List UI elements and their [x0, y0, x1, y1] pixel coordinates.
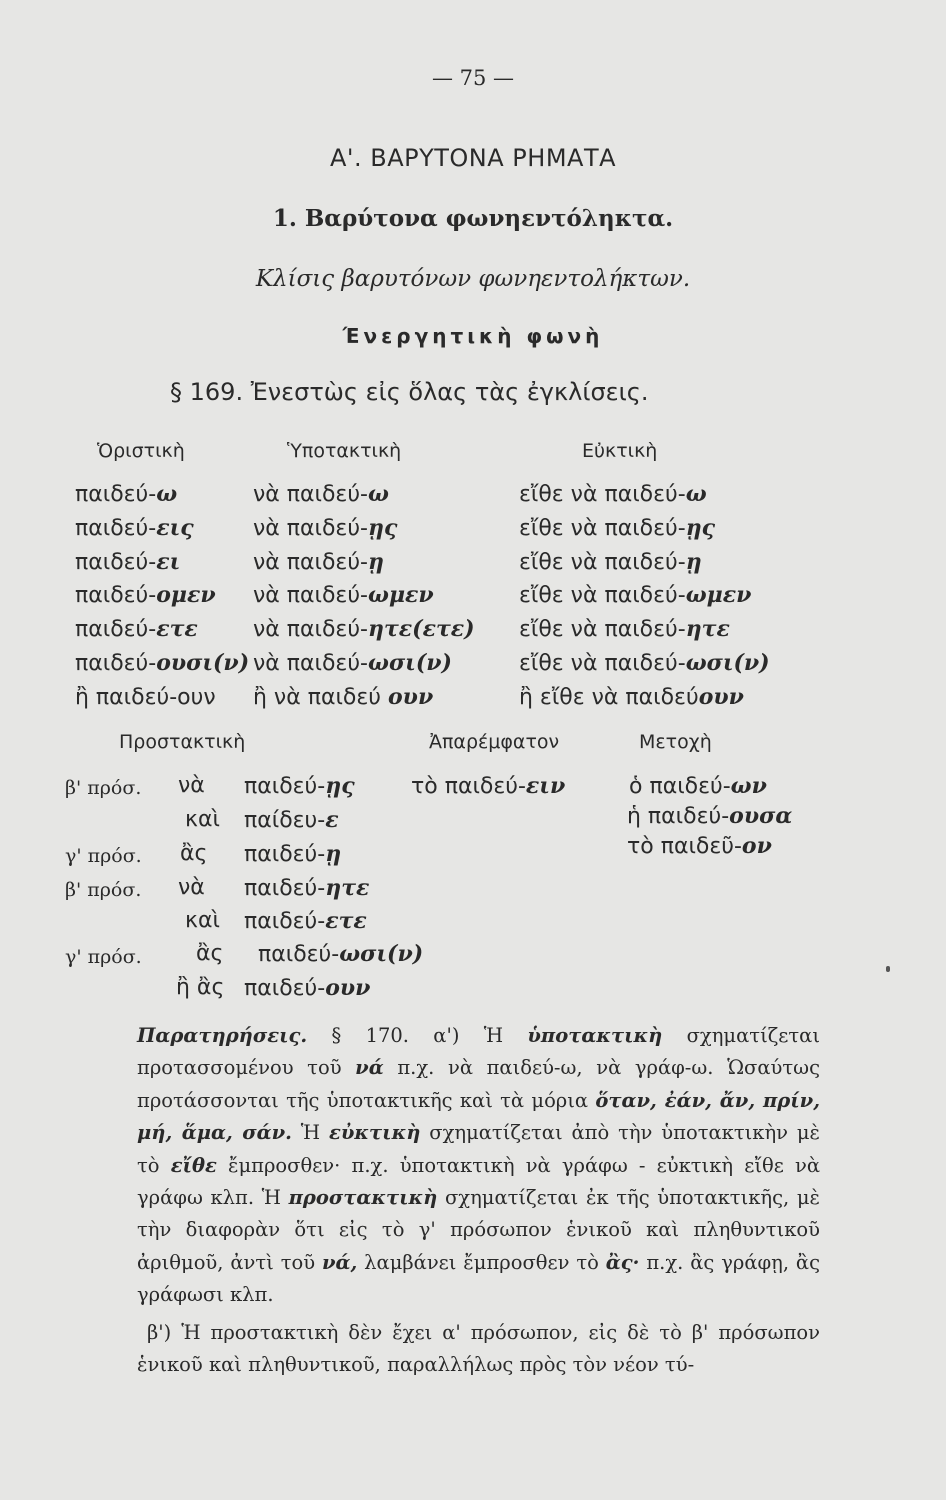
ypotaktiki-form: ἢ νὰ παιδεύ ουν	[253, 684, 434, 710]
imperative-form: παιδεύ-ητε	[244, 875, 370, 901]
particle: ἂς	[196, 941, 224, 966]
header-aparemfato: Ἀπαρέμφατον	[429, 731, 560, 753]
page-speck	[886, 966, 890, 972]
person-label: γ' πρόσ.	[65, 946, 142, 968]
remarks-lead: Παρατηρήσεις.	[137, 1024, 308, 1047]
euktiki-form: εἴθε νὰ παιδεύ-ῃς	[519, 515, 716, 541]
person-label: γ' πρόσ.	[65, 845, 142, 867]
euktiki-form: εἴθε νὰ παιδεύ-ωσι(ν)	[519, 650, 770, 676]
euktiki-form: εἴθε νὰ παιδεύ-ῃ	[519, 549, 702, 575]
infinitive-form: τὸ παιδεύ-ειν	[411, 773, 566, 799]
header-ypotaktiki: Ὑποτακτικὴ	[287, 440, 402, 462]
participle-form: ἡ παιδεύ-ουσα	[627, 803, 793, 829]
imperative-form: παιδεύ-ουν	[244, 975, 371, 1001]
euktiki-form: εἴθε νὰ παιδεύ-ωμεν	[519, 582, 752, 608]
euktiki-form: ἢ εἴθε νὰ παιδεύουν	[519, 684, 744, 710]
particle: καὶ	[185, 908, 220, 933]
imperative-form: παιδεύ-ῃς	[244, 773, 355, 799]
ypotaktiki-form: νὰ παιδεύ-ῃς	[253, 515, 398, 541]
oristiki-form: ἢ παιδεύ-ουν	[75, 685, 216, 710]
page-number: — 75 —	[431, 66, 515, 90]
person-label: β' πρόσ.	[65, 879, 142, 901]
voice-heading: Ένεργητικὴ φωνὴ	[342, 324, 604, 348]
particle: νὰ	[178, 773, 205, 798]
header-prostaktiki: Προστακτικὴ	[119, 731, 246, 753]
euktiki-form: εἴθε νὰ παιδεύ-ητε	[519, 616, 730, 642]
paragraph-heading: § 169. Ἐνεστὼς εἰς ὅλας τὰς ἐγκλίσεις.	[170, 378, 649, 406]
oristiki-form: παιδεύ-εις	[75, 515, 194, 541]
oristiki-form: παιδεύ-ει	[75, 549, 181, 575]
imperative-form: παιδεύ-ωσι(ν)	[258, 941, 424, 967]
chapter-title: Α'. ΒΑΡΥΤΟΝΑ ΡΗΜΑΤΑ	[329, 144, 617, 172]
ypotaktiki-form: νὰ παιδεύ-ητε(ετε)	[253, 616, 475, 642]
header-euktiki: Εὐκτικὴ	[582, 440, 658, 462]
oristiki-form: παιδεύ-ετε	[75, 616, 198, 642]
person-label: β' πρόσ.	[65, 777, 142, 799]
particle: καὶ	[185, 807, 220, 832]
particle: ἢ ἂς	[176, 975, 225, 1000]
section-title: 1. Βαρύτονα φωνηεντόληκτα.	[272, 205, 674, 232]
remarks-paragraph-a: Παρατηρήσεις. § 170. α') Ἡ ὑποτακτικὴ σχηματίζεται προτασσομένου τοῦ νά π.χ. νὰ παιδεύ-ω, νὰ γράφ-ω. Ὡσαύτως προτάσσονται τῆς ὑποτακτικῆς καὶ τὰ μόρια ὅταν, ἐάν, ἄν, πρίν, μή, ἅμα, σάν. Ἡ εὐκτικὴ σχηματίζεται ἀπὸ τὴν ὑποτακτικὴν μὲ τὸ εἴθε ἔμπροσθεν· π.χ. ὑποτακτικὴ νὰ γράφω - εὐκτικὴ εἴθε νὰ γράφω κλπ. Ἡ προστακτικὴ σχηματίζεται ἐκ τῆς ὑποτακτικῆς, μὲ τὴν διαφορὰν ὅτι εἰς τὸ γ' πρόσωπον ἑνικοῦ καὶ πληθυντικοῦ ἀριθμοῦ, ἀντὶ τοῦ νά, λαμβάνει ἔμπροσθεν τὸ ἂς· π.χ. ἂς γράφῃ, ἂς γράφωσι κλπ.	[137, 1024, 820, 1307]
participle-form: τὸ παιδεῦ-ον	[627, 833, 772, 859]
particle: νὰ	[178, 875, 205, 900]
header-oristiki: Ὁριστικὴ	[97, 440, 185, 462]
oristiki-form: παιδεύ-ουσι(ν)	[75, 650, 250, 676]
ypotaktiki-form: νὰ παιδεύ-ωσι(ν)	[253, 650, 452, 676]
imperative-form: παιδεύ-ῃ	[244, 841, 342, 867]
remarks-paragraph-b: β') Ἡ προστακτικὴ δὲν ἔχει α' πρόσωπον, εἰς δὲ τὸ β' πρόσωπον ἑνικοῦ καὶ πληθυντικοῦ, παραλλήλως πρὸς τὸν νέον τύ-	[137, 1321, 820, 1377]
participle-form: ὁ παιδεύ-ων	[629, 773, 767, 799]
imperative-form: παιδεύ-ετε	[244, 908, 367, 934]
oristiki-form: παιδεύ-ω	[75, 481, 178, 507]
imperative-form: παίδευ-ε	[244, 807, 339, 833]
ypotaktiki-form: νὰ παιδεύ-ω	[253, 481, 389, 507]
oristiki-form: παιδεύ-ομεν	[75, 582, 216, 608]
ypotaktiki-form: νὰ παιδεύ-ῃ	[253, 549, 384, 575]
ypotaktiki-form: νὰ παιδεύ-ωμεν	[253, 582, 434, 608]
euktiki-form: εἴθε νὰ παιδεύ-ω	[519, 481, 707, 507]
header-metochi: Μετοχὴ	[639, 731, 712, 753]
subtitle: Κλίσις βαρυτόνων φωνηεντολήκτων.	[255, 266, 691, 292]
particle: ἂς	[180, 841, 208, 866]
